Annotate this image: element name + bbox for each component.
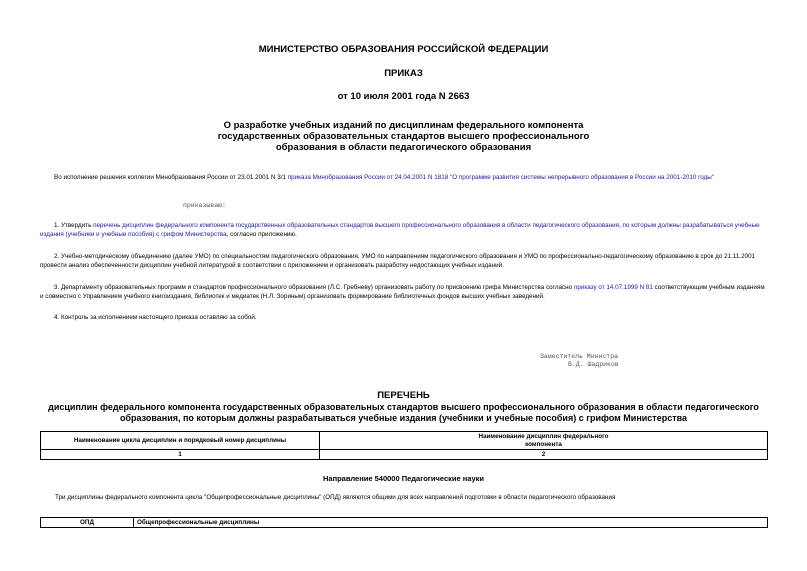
signature-name: В.Д. Шадриков (568, 361, 619, 368)
appendix-body-table (40, 517, 768, 528)
table-cell-name: Общепрофессиональные дисциплины (134, 518, 768, 528)
direction-heading: Направление 540000 Педагогические науки (322, 474, 484, 483)
column-header-discipline: Наименование дисциплин федерального компонента (320, 432, 768, 450)
subject-line-2: государственных образовательных стандартов высшего профессионального (217, 131, 590, 142)
order-item-1: 1. Утвердить перечень дисциплин федерального компонента государственных образовательных стандартов высшего профессионального образования в области педагогического образования, по которым должны разрабатываться учебные издания (учебники и учебные пособия) с грифом Министерства, согласно приложению. (40, 222, 760, 238)
intro-paragraph (40, 173, 768, 182)
appendix-header-table (40, 431, 768, 460)
discipline-list-link[interactable]: перечень дисциплин федерального компонента государственных образовательных стандартов высшего профессионального образования в области педагогического образования, по которым должны разрабатываться учебные издания (учебники и учебные пособия) с грифом Министерства (40, 222, 760, 238)
order-item-4: 4. Контроль за исполнением настоящего приказа оставляю за собой. (54, 314, 257, 321)
document-subject (0, 120, 807, 153)
document-date-number: от 10 июля 2001 года N 2663 (337, 91, 470, 102)
intro-text: Во исполнение решения коллегии Минобразования России от 23.01.2001 N 3/1 (54, 174, 288, 181)
order-81-link[interactable]: приказу от 14.07.1999 N 81 (573, 284, 653, 291)
order-item-3: 3. Департаменту образовательных программ и стандартов профессионального образования (Л.С. Гребневу) организовать работу по присвоению грифа Министерства согласно приказу от 14.07.1999 N 81 соответствующим учебным изданиям и совместно с Управлением учебного книгоиздания, библиотек и медиатек (Н.Л. Зориным) организовать формирование библиотечных фондов высших учебных заведений. (40, 284, 765, 300)
ministry-title: МИНИСТЕРСТВО ОБРАЗОВАНИЯ РОССИЙСКОЙ ФЕДЕРАЦИИ (258, 44, 549, 55)
appendix-note: Три дисциплины федерального компонента цикла "Общепрофессиональные дисциплины" (ОПД) являются общими для всех направлений подготовки в области педагогического образования (55, 494, 616, 501)
appendix-heading: ПЕРЕЧЕНЬ (377, 390, 430, 401)
table-cell-code: ОПД (41, 518, 134, 528)
appendix-subtitle: дисциплин федерального компонента государственных образовательных стандартов высшего профессионального образования в области педагогического образования, по которым должны разрабатываться учебные издания (учебники и учебные пособия) с грифом Министерства (48, 402, 759, 423)
column-header-cycle: Наименование цикла дисциплин и порядковый номер дисциплины (41, 432, 320, 450)
subject-line-3: образования в области педагогического образования (275, 142, 532, 153)
column-number-2: 2 (320, 450, 768, 460)
signature-title: Заместитель Министра (540, 353, 619, 360)
orders-word: приказываю: (183, 202, 226, 209)
column-number-1: 1 (41, 450, 320, 460)
subject-line-1: О разработке учебных изданий по дисциплинам федерального компонента (223, 120, 584, 131)
order-item-2: 2. Учебно-методическому объединению (далее УМО) по специальностям педагогического образования, УМО по направлениям педагогического образования и УМО по профессионально-педагогическому образованию в срок до 21.11.2001 провести анализ обеспеченности дисциплин учебной литературой в соответствии с приложением и организовать разработку недостающих учебных изданий. (40, 253, 756, 269)
document-type: ПРИКАЗ (384, 68, 423, 79)
intro-order-link[interactable]: приказа Минобразования России от 24.04.2001 N 1818 "О программе развития системы непрерывного образования в России на 2001-2010 годы" (287, 174, 715, 181)
